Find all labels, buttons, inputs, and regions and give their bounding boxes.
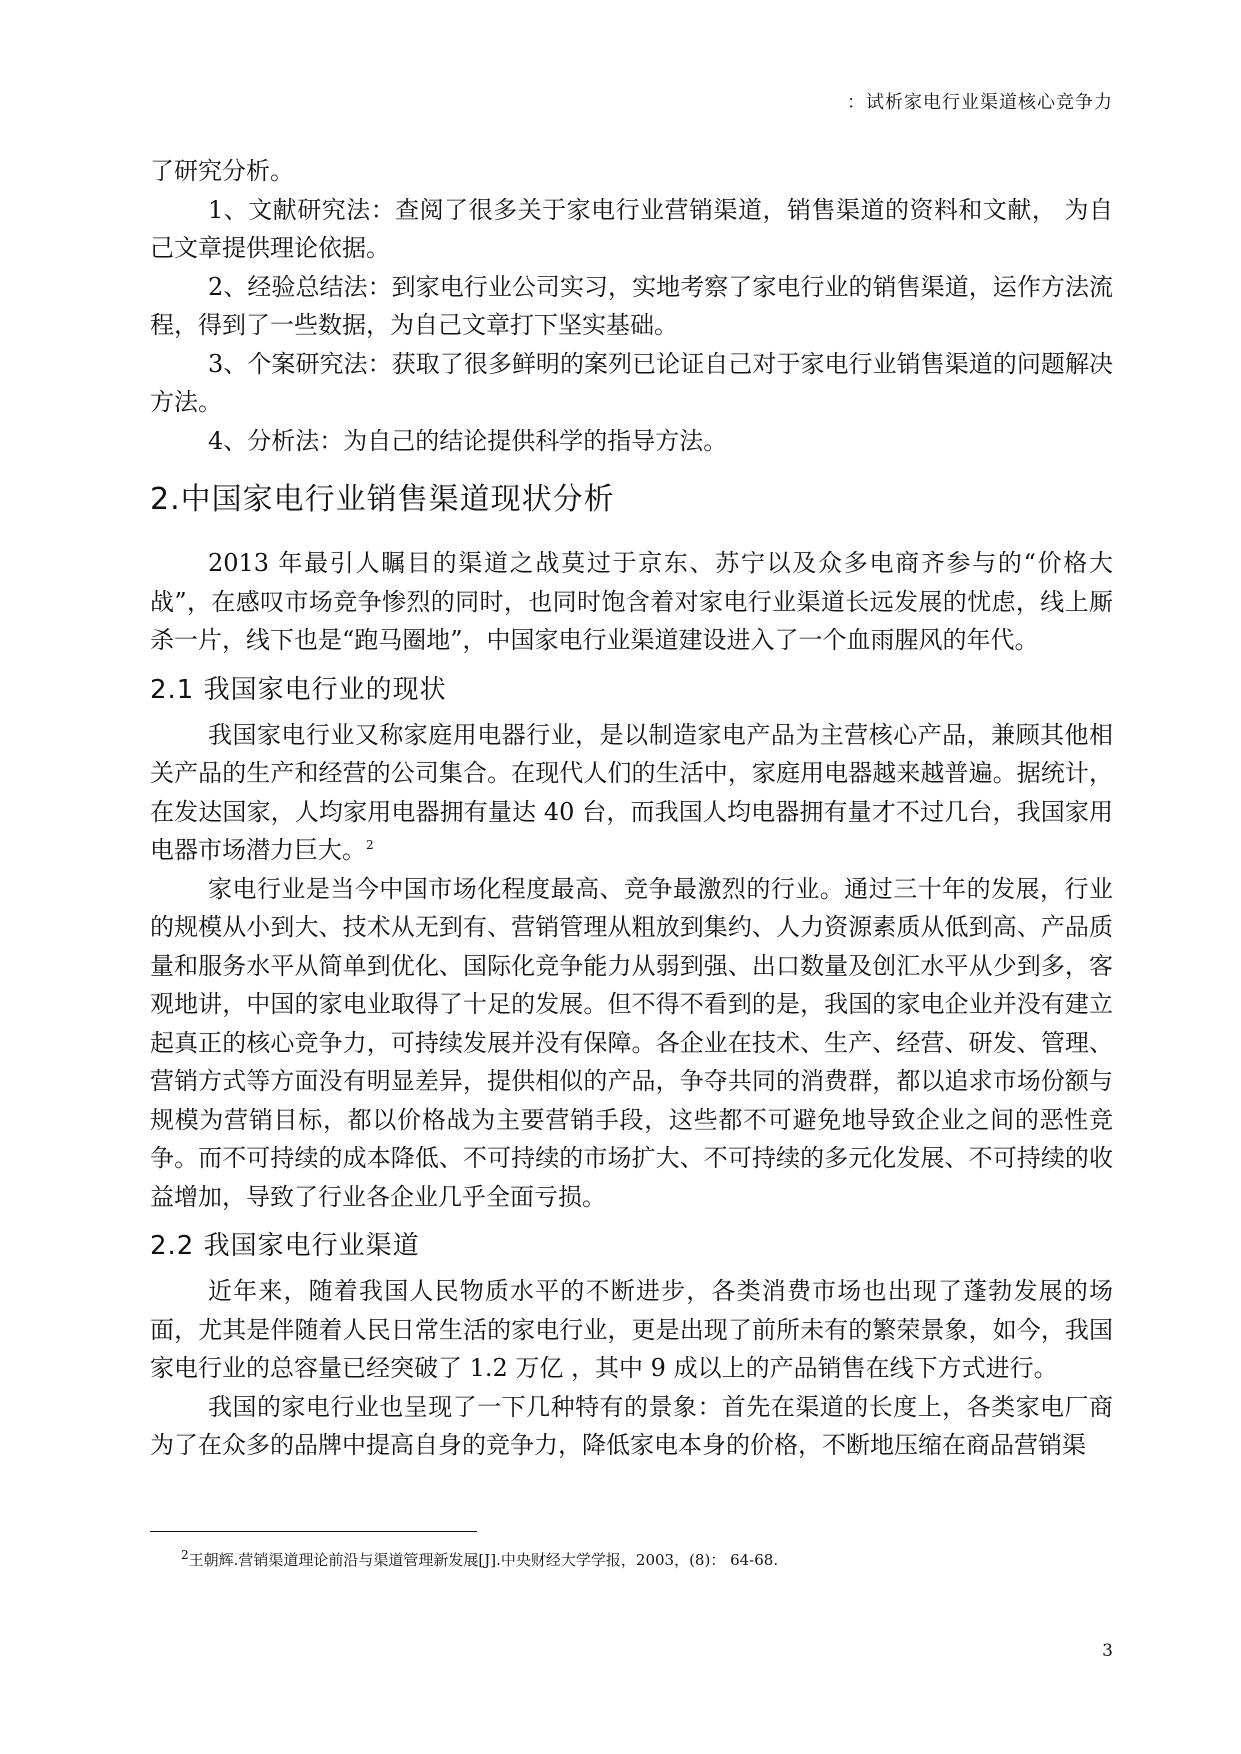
- page-number: 3: [1102, 1641, 1113, 1661]
- method-item: 2、经验总结法：到家电行业公司实习，实地考察了家电行业的销售渠道，运作方法流程，得到了一些数据，为自己文章打下坚实基础。: [150, 272, 1113, 339]
- method-item: 1、文献研究法：查阅了很多关于家电行业营销渠道，销售渠道的资料和文献， 为自己文章提供理论依据。: [150, 195, 1113, 262]
- running-header: ：试析家电行业渠道核心竞争力: [847, 92, 1113, 113]
- footnote: [181, 1549, 778, 1571]
- subsection-heading: 2.1 我国家电行业的现状: [150, 674, 447, 705]
- footnote-divider: [150, 1531, 477, 1532]
- footnote-reference[interactable]: 2: [366, 838, 374, 852]
- paragraph-text: 我国家电行业又称家庭用电器行业，是以制造家电产品为主营核心产品，兼顾其他相关产品的生产和经营的公司集合。在现代人们的生活中，家庭用电器越来越普遍。据统计，在发达国家，人均家用电器拥有量达 40 台，而我国人均电器拥有量才不过几台，我国家用电器市场潜力巨大。: [150, 720, 1113, 864]
- section-heading: 2.中国家电行业销售渠道现状分析: [150, 482, 615, 517]
- footnote-mark: 2: [181, 1548, 189, 1562]
- subsection-heading: 2.2 我国家电行业渠道: [150, 1231, 420, 1261]
- body-paragraph: [150, 716, 1113, 870]
- body-paragraph: 家电行业是当今中国市场化程度最高、竞争最激烈的行业。通过三十年的发展，行业的规模从小到大、技术从无到有、营销管理从粗放到集约、人力资源素质从低到高、产品质量和服务水平从简单到优化、国际化竞争能力从弱到强、出口数量及创汇水平从少到多，客观地讲，中国的家电业取得了十足的发展。但不得不看到的是，我国的家电企业并没有建立起真正的核心竞争力，可持续发展并没有保障。各企业在技术、生产、经营、研发、管理、营销方式等方面没有明显差异，提供相似的产品，争夺共同的消费群，都以追求市场份额与规模为营销目标，都以价格战为主要营销手段，这些都不可避免地导致企业之间的恶性竞争。而不可持续的成本降低、不可持续的市场扩大、不可持续的多元化发展、不可持续的收益增加，导致了行业各企业几乎全面亏损。: [150, 874, 1113, 1211]
- footnote-text: 王朝辉.营销渠道理论前沿与渠道管理新发展[J].中央财经大学学报，2003，(8)： 64-68.: [188, 1551, 779, 1569]
- page-body: [150, 152, 1113, 1465]
- method-item: 4、分析法：为自己的结论提供科学的指导方法。: [208, 426, 728, 455]
- body-paragraph: 2013 年最引人瞩目的渠道之战莫过于京东、苏宁以及众多电商齐参与的“价格大战”，在感叹市场竞争惨烈的同时，也同时饱含着对家电行业渠道长远发展的忧虑，线上厮杀一片，线下也是“跑马圈地”，中国家电行业渠道建设进入了一个血雨腥风的年代。: [150, 549, 1113, 654]
- method-item: 3、个案研究法：获取了很多鲜明的案列已论证自己对于家电行业销售渠道的问题解决方法。: [150, 349, 1113, 416]
- body-paragraph: 近年来，随着我国人民物质水平的不断进步，各类消费市场也出现了蓬勃发展的场面，尤其是伴随着人民日常生活的家电行业，更是出现了前所未有的繁荣景象，如今，我国家电行业的总容量已经突破了 1.2 万亿 ，其中 9 成以上的产品销售在线下方式进行。: [150, 1277, 1113, 1382]
- body-paragraph: 我国的家电行业也呈现了一下几种特有的景象：首先在渠道的长度上，各类家电厂商为了在众多的品牌中提高自身的竞争力，降低家电本身的价格，不断地压缩在商品营销渠: [150, 1392, 1113, 1459]
- continuation-text: 了研究分析。: [150, 157, 294, 185]
